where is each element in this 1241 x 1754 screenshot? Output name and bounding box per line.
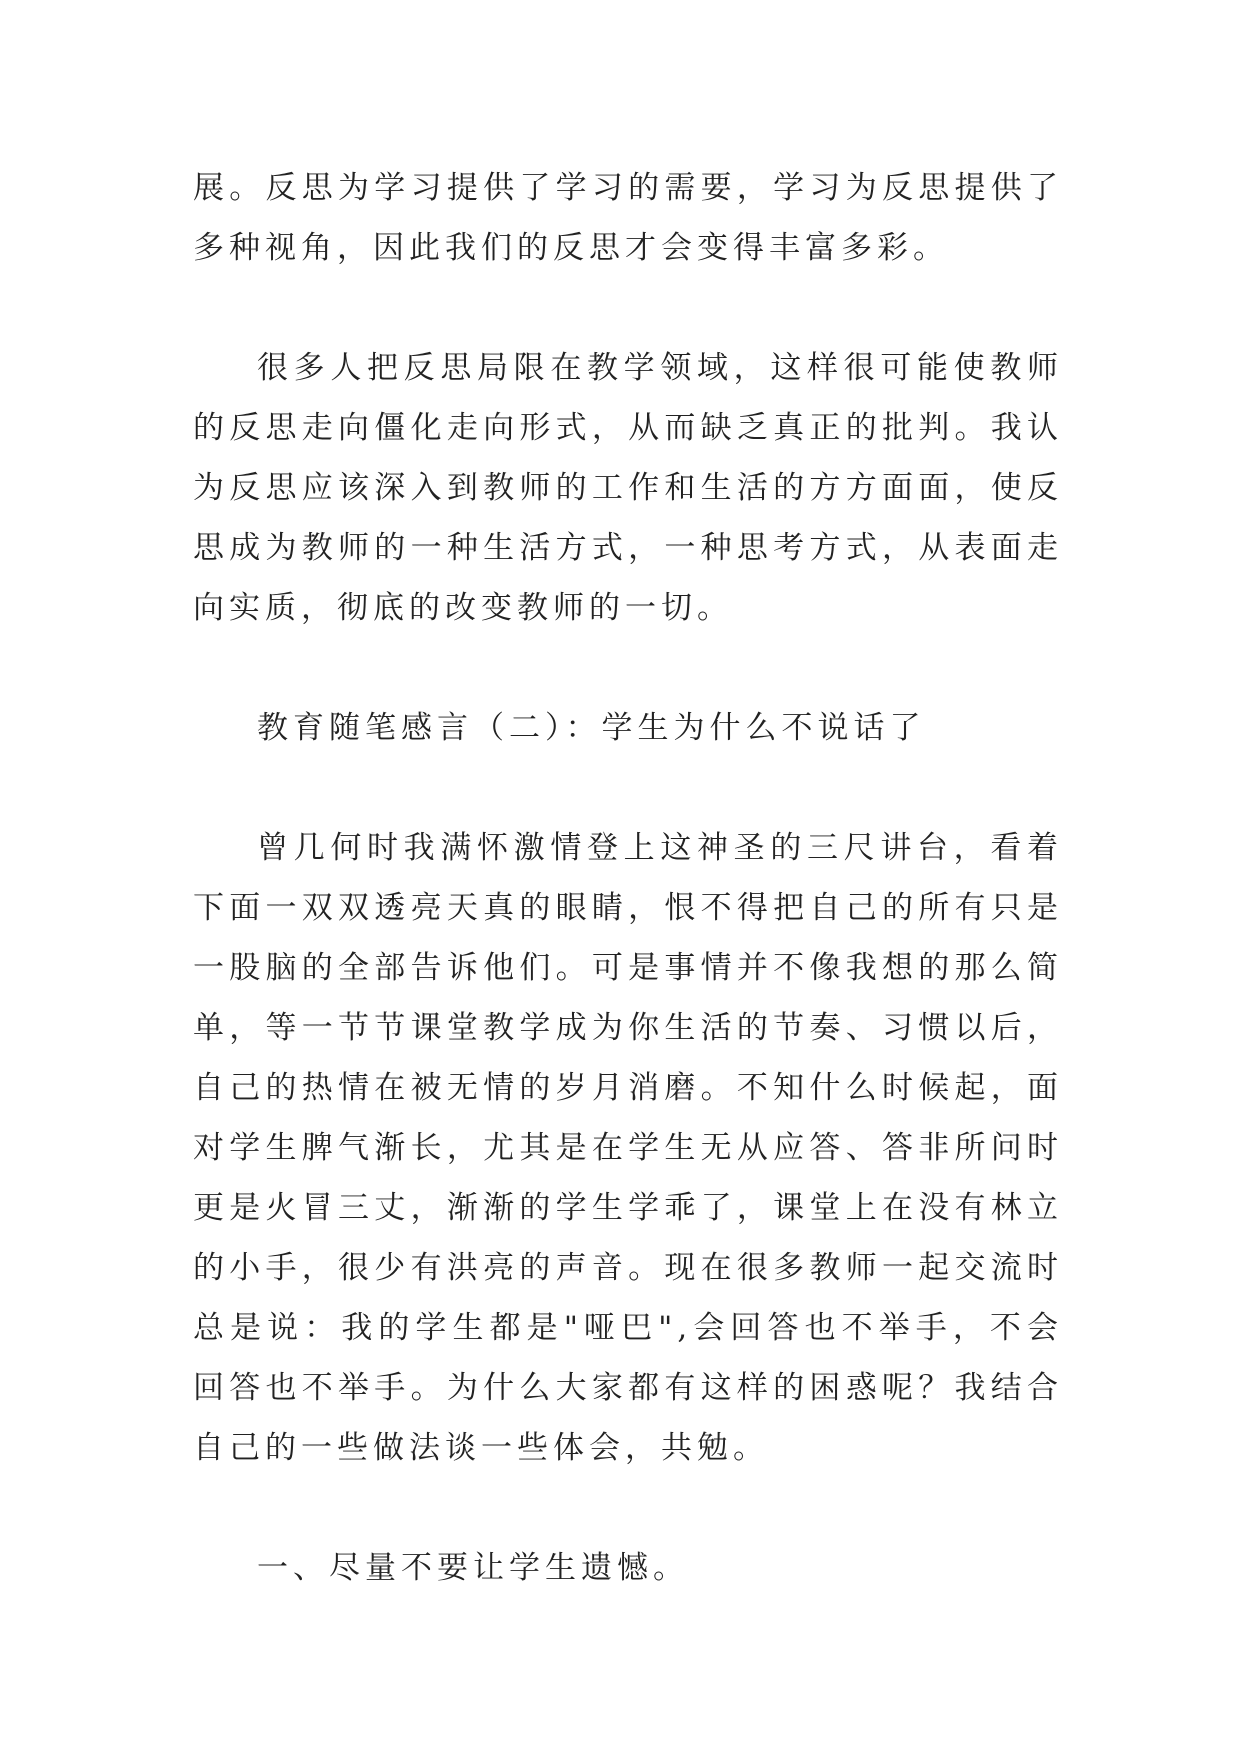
section-heading: 教育随笔感言（二）：学生为什么不说话了 (257, 710, 926, 746)
document-body (193, 158, 1063, 1658)
paragraph-students: 曾几何时我满怀激情登上这神圣的三尺讲台，看着下面一双双透亮天真的眼睛，恨不得把自己的所有只是一股脑的全部告诉他们。可是事情并不像我想的那么简单，等一节节课堂教学成为你生活的节奏、习惯以后，自己的热情在被无情的岁月消磨。不知什么时候起，面对学生脾气渐长，尤其是在学生无从应答、答非所问时更是火冒三丈，渐渐的学生学乖了，课堂上在没有林立的小手，很少有洪亮的声音。现在很多教师一起交流时总是说：我的学生都是"哑巴",会回答也不举手，不会回答也不举手。为什么大家都有这样的困惑呢？我结合自己的一些做法谈一些体会，共勉。 (193, 830, 1063, 1466)
paragraph-reflection: 很多人把反思局限在教学领域，这样很可能使教师的反思走向僵化走向形式，从而缺乏真正的批判。我认为反思应该深入到教师的工作和生活的方方面面，使反思成为教师的一种生活方式，一种思考方式，从表面走向实质，彻底的改变教师的一切。 (193, 350, 1063, 626)
list-item-heading: 一、尽量不要让学生遗憾。 (257, 1550, 689, 1586)
paragraph-continued: 展。反思为学习提供了学习的需要，学习为反思提供了多种视角，因此我们的反思才会变得丰富多彩。 (193, 170, 1063, 266)
